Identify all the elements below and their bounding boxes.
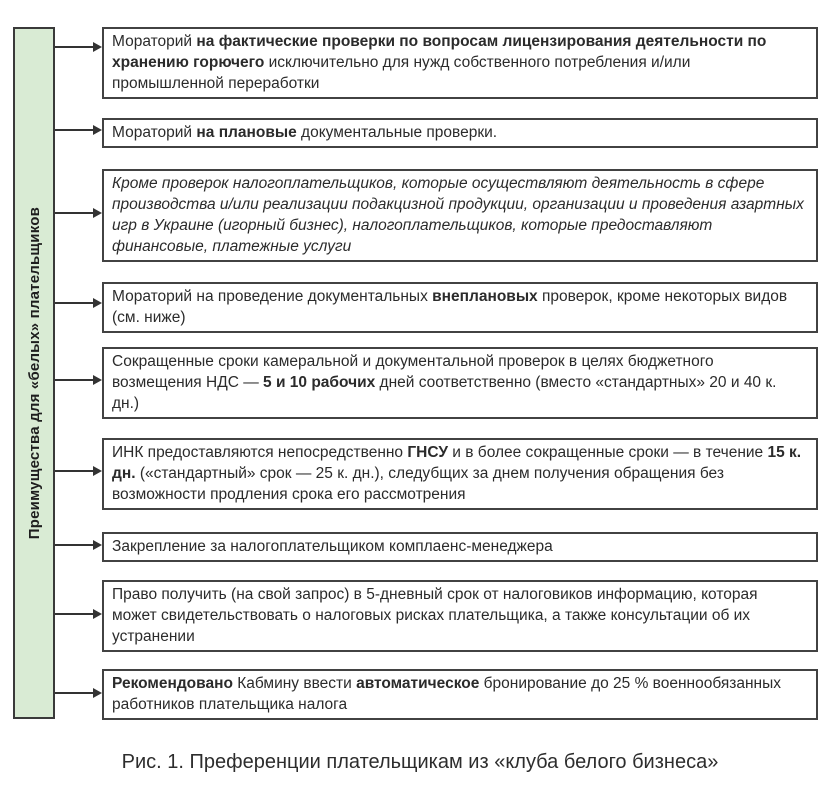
connector-arrow	[55, 613, 94, 615]
connector-arrow	[55, 212, 94, 214]
connector-arrow	[55, 129, 94, 131]
connector-arrow	[55, 470, 94, 472]
box-exceptions-note: Кроме проверок налогоплательщиков, которые осуществляют деятельность в сфере производства и/или реализации подакцизной продукции, организации и проведения азартных игр в Украине (игорный бизнес), налогоплательщиков, которые предоставляют финансовые, платежные услуги	[102, 169, 818, 262]
box-moratorium-planned-checks: Мораторий на плановые документальные проверки.	[102, 118, 818, 148]
figure-caption: Рис. 1. Преференции плательщикам из «клуба белого бизнеса»	[121, 751, 719, 773]
advantages-bar-label: Преимущества для «белых» плательщиков	[25, 206, 43, 540]
box-tax-risk-info-right: Право получить (на свой запрос) в 5-дневный срок от налоговиков информацию, которая может свидетельствовать о налоговых рисках плательщика, а также консультации об их устранении	[102, 580, 818, 652]
advantages-bar	[13, 27, 55, 719]
box-moratorium-unscheduled-checks: Мораторий на проведение документальных внеплановых проверок, кроме некоторых видов (см. ниже)	[102, 282, 818, 333]
connector-arrow	[55, 302, 94, 304]
box-compliance-manager: Закрепление за налогоплательщиком комплаенс-менеджера	[102, 532, 818, 562]
connector-arrow	[55, 46, 94, 48]
box-moratorium-factual-checks: Мораторий на фактические проверки по вопросам лицензирования деятельности по хранению горючего исключительно для нужд собственного потребления и/или промышленной переработки	[102, 27, 818, 99]
box-reservation-recommendation: Рекомендовано Кабмину ввести автоматическое бронирование до 25 % военнообязанных работников плательщика налога	[102, 669, 818, 720]
box-shortened-vat-refund-checks: Сокращенные сроки камеральной и документальной проверок в целях бюджетного возмещения НДС — 5 и 10 рабочих дней соответственно (вместо «стандартных» 20 и 40 к. дн.)	[102, 347, 818, 419]
connector-arrow	[55, 692, 94, 694]
box-ink-shortened-terms: ИНК предоставляются непосредственно ГНСУ и в более сокращенные сроки — в течение 15 к. дн. («стандартный» срок — 25 к. дн.), следубщих за днем получения обращения без возможности продления срока его рассмотрения	[102, 438, 818, 510]
connector-arrow	[55, 379, 94, 381]
connector-arrow	[55, 544, 94, 546]
